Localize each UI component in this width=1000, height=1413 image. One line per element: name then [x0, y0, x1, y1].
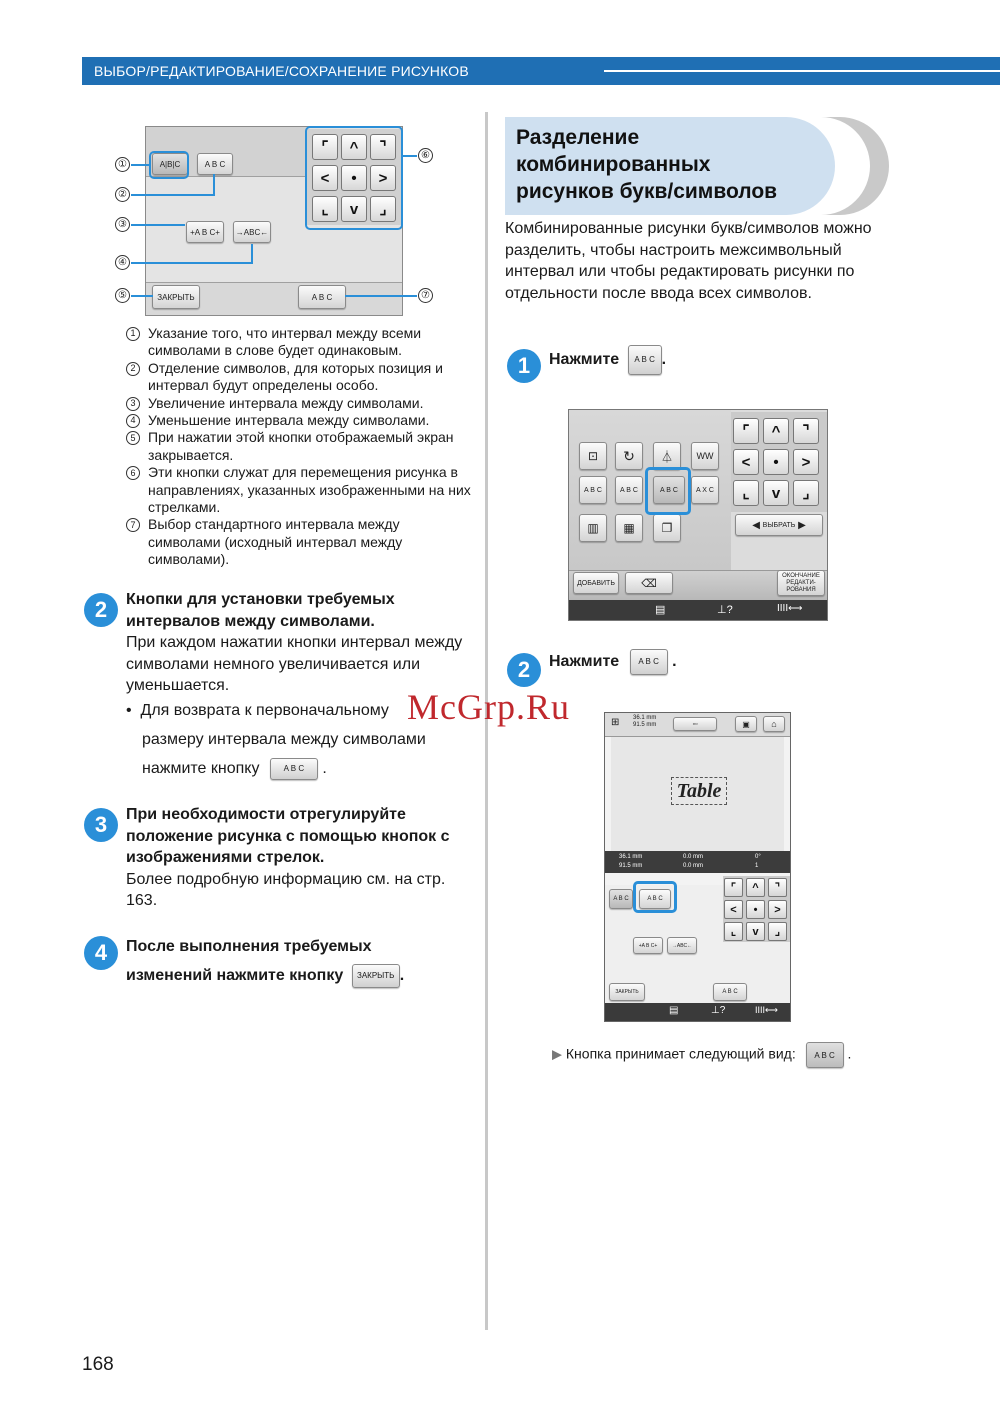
triangle-icon: ▶: [552, 1046, 562, 1062]
arrow-down-right-icon[interactable]: ⌟: [370, 196, 396, 222]
callout-6: ⑥: [418, 148, 433, 163]
callout-line: [131, 194, 215, 196]
standard-spacing-button[interactable]: A B C: [270, 758, 318, 780]
increase-spacing-button[interactable]: +A B C+: [633, 937, 663, 954]
help-icon[interactable]: ⊥?: [717, 604, 733, 616]
arrow-down-left-icon[interactable]: ⌞: [312, 196, 338, 222]
legend-item: 7 Выбор стандартного интервала между символами (исходный интервал между символами).: [126, 516, 476, 568]
curve-text-button[interactable]: A B C: [615, 476, 643, 504]
close-button[interactable]: ЗАКРЫТЬ: [152, 285, 200, 309]
arrow-up-icon[interactable]: ^: [763, 418, 789, 444]
footer-bar: [605, 1003, 790, 1021]
page-header: [82, 57, 1000, 85]
arrow-right-icon[interactable]: >: [768, 900, 787, 919]
callout-highlight: [149, 151, 189, 179]
callout-7: ⑦: [418, 288, 433, 303]
hoop-icon[interactable]: ▫▫: [673, 717, 717, 731]
edit-screen-figure: [568, 409, 828, 621]
button-highlight: [645, 467, 691, 515]
tension-icon[interactable]: IIII⟷: [777, 603, 803, 614]
finish-editing-button[interactable]: ОКОНЧАНИЕ РЕДАКТИ-РОВАНИЯ: [777, 570, 825, 596]
step-2-bullet: • Для возврата к первоначальному размеру интервала между символами нажмите кнопку A B C .: [126, 696, 466, 783]
callout-line: [251, 244, 253, 264]
arrow-down-icon[interactable]: v: [763, 480, 789, 506]
arrow-up-icon[interactable]: ^: [746, 878, 765, 897]
grid-icon[interactable]: ▦: [615, 514, 643, 542]
uniform-spacing-button[interactable]: A|B|C: [152, 153, 188, 175]
step-4-text: После выполнения требуемых изменений нажмите кнопку ЗАКРЫТЬ .: [126, 932, 471, 990]
callout-2: ②: [115, 187, 130, 202]
mirror-icon[interactable]: ⏃: [653, 442, 681, 470]
arrow-up-right-icon[interactable]: ⌝: [768, 878, 787, 897]
section-title: Разделение комбинированных рисунков букв/символов: [516, 126, 778, 203]
callout-line: [213, 174, 215, 196]
step-2r-text: Нажмите A B C .: [549, 649, 677, 675]
arrow-right-icon[interactable]: >: [793, 449, 819, 475]
legend-item: 4 Уменьшение интервала между символами.: [126, 412, 476, 429]
section-intro: Комбинированные рисунки букв/символов можно разделить, чтобы настроить межсимвольный интервал или чтобы редактировать рисунки по отдельности после ввода всех символов.: [505, 220, 872, 302]
callout-line: [403, 155, 417, 157]
arrow-panel: [731, 412, 827, 512]
stack-text-button[interactable]: A B C: [579, 476, 607, 504]
legend-item: 3 Увеличение интервала между символами.: [126, 395, 476, 412]
help-icon[interactable]: ⊥?: [711, 1005, 726, 1016]
uniform-spacing-button[interactable]: A B C: [609, 889, 633, 909]
preview-canvas: [611, 737, 784, 859]
step-3-body: Более подробную информацию см. на стр. 163.: [126, 870, 446, 909]
tension-icon[interactable]: IIII⟷: [755, 1005, 778, 1015]
watermark: McGrp.Ru: [407, 687, 570, 727]
step-2-text: [126, 589, 466, 697]
arrow-up-icon[interactable]: ^: [341, 134, 367, 160]
step-3-badge: 3: [84, 808, 118, 842]
legend-list: [126, 325, 476, 569]
arrow-left-icon[interactable]: <: [733, 449, 759, 475]
legend-item: 1 Указание того, что интервал между всеми символами в слове будет одинаковым.: [126, 325, 476, 360]
step-2-body: При каждом нажатии кнопки интервал между символами немного увеличивается или уменьшается.: [126, 634, 463, 694]
arrow-down-right-icon[interactable]: ⌟: [793, 480, 819, 506]
arrow-down-right-icon[interactable]: ⌟: [768, 922, 787, 941]
scissors-button[interactable]: A X C: [691, 476, 719, 504]
arrow-panel: [723, 876, 790, 942]
step-3-title: При необходимости отрегулируйте положение рисунка с помощью кнопок с изображениями стрелок.: [126, 806, 450, 866]
arrow-up-left-icon[interactable]: ⌜: [312, 134, 338, 160]
sample-text: Table: [671, 777, 727, 805]
callout-line: [345, 295, 417, 297]
callout-line: [131, 295, 153, 297]
page-number: 168: [82, 1354, 114, 1375]
arrow-up-right-icon[interactable]: ⌝: [370, 134, 396, 160]
callout-1: ①: [115, 157, 130, 172]
button-highlight: [633, 881, 677, 913]
center-dot-icon[interactable]: •: [746, 900, 765, 919]
step-1-badge: 1: [507, 349, 541, 383]
rotate-icon[interactable]: ↻: [615, 442, 643, 470]
spacing-screen-figure-2: [604, 712, 791, 1022]
standard-spacing-button[interactable]: A B C: [298, 285, 346, 309]
arrow-left-icon[interactable]: <: [724, 900, 743, 919]
frame-icon[interactable]: ▣: [735, 716, 757, 732]
result-note: ▶ Кнопка принимает следующий вид: A B C .: [552, 1042, 851, 1068]
legend-item: 5 При нажатии этой кнопки отображаемый экран закрывается.: [126, 429, 476, 464]
arrow-left-icon[interactable]: <: [312, 165, 338, 191]
step-4-badge: 4: [84, 936, 118, 970]
decrease-spacing-button[interactable]: →ABC←: [667, 937, 697, 954]
arrow-down-icon[interactable]: v: [746, 922, 765, 941]
home-icon[interactable]: ⌂: [763, 716, 785, 732]
center-dot-icon[interactable]: •: [341, 165, 367, 191]
callout-line: [131, 224, 185, 226]
split-characters-button[interactable]: A B C: [806, 1042, 844, 1068]
size-icon[interactable]: ⊡: [579, 442, 607, 470]
split-characters-button[interactable]: A B C: [630, 649, 668, 675]
arrow-panel-highlight: [305, 126, 403, 230]
page-icon[interactable]: ▤: [669, 1005, 679, 1016]
step-2r-badge: 2: [507, 653, 541, 687]
standard-spacing-button[interactable]: A B C: [713, 983, 747, 1001]
legend-item: 2 Отделение символов, для которых позиция и интервал будут определены особо.: [126, 360, 476, 395]
header-rule: [604, 70, 1000, 72]
callout-4: ④: [115, 255, 130, 270]
info-bar: 36.1 mm 91.5 mm 0.0 mm 0.0 mm 0° 1: [605, 851, 790, 873]
center-dot-icon[interactable]: •: [763, 449, 789, 475]
uniform-spacing-button[interactable]: A B C: [628, 345, 662, 375]
header-title: ВЫБОР/РЕДАКТИРОВАНИЕ/СОХРАНЕНИЕ РИСУНКОВ: [94, 63, 469, 79]
step-1-text: Нажмите A B C .: [549, 345, 666, 375]
callout-line: [131, 164, 151, 166]
eraser-icon[interactable]: ⌫: [625, 572, 673, 594]
multi-color-icon[interactable]: ▥: [579, 514, 607, 542]
callout-5: ⑤: [115, 288, 130, 303]
footer-bar: [569, 600, 827, 620]
select-button[interactable]: ◀ ВЫБРАТЬ ▶: [735, 514, 823, 536]
step-2-title: Кнопки для установки требуемых интервалов между символами.: [126, 591, 395, 630]
size-readout: 36.1 mm 91.5 mm: [633, 715, 657, 728]
step-2-badge: 2: [84, 593, 118, 627]
uniform-spacing-button[interactable]: A B C: [653, 476, 685, 504]
close-button[interactable]: ЗАКРЫТЬ: [609, 983, 645, 1001]
arrow-right-icon[interactable]: >: [370, 165, 396, 191]
increase-spacing-button[interactable]: +A B C+: [186, 221, 224, 243]
decrease-spacing-button[interactable]: →ABC←: [233, 221, 271, 243]
split-characters-button[interactable]: A B C: [197, 153, 233, 175]
top-bar: [605, 713, 790, 737]
arrow-up-left-icon[interactable]: ⌜: [724, 878, 743, 897]
step-3-text: [126, 804, 471, 912]
callout-3: ③: [115, 217, 130, 232]
split-characters-button[interactable]: A B C: [639, 889, 671, 909]
copy-icon[interactable]: ❐: [653, 514, 681, 542]
add-button[interactable]: ДОБАВИТЬ: [573, 572, 619, 594]
density-icon[interactable]: WW: [691, 442, 719, 470]
legend-item: 6 Эти кнопки служат для перемещения рисунка в направлениях, указанных изображенными на них стрелками.: [126, 464, 476, 516]
callout-line: [131, 262, 253, 264]
close-button[interactable]: ЗАКРЫТЬ: [352, 964, 400, 988]
arrow-down-left-icon[interactable]: ⌞: [724, 922, 743, 941]
page-icon[interactable]: ▤: [655, 604, 666, 616]
arrow-down-left-icon[interactable]: ⌞: [733, 480, 759, 506]
arrow-up-right-icon[interactable]: ⌝: [793, 418, 819, 444]
size-icon: ⊞: [611, 717, 620, 728]
arrow-down-icon[interactable]: v: [341, 196, 367, 222]
arrow-up-left-icon[interactable]: ⌜: [733, 418, 759, 444]
